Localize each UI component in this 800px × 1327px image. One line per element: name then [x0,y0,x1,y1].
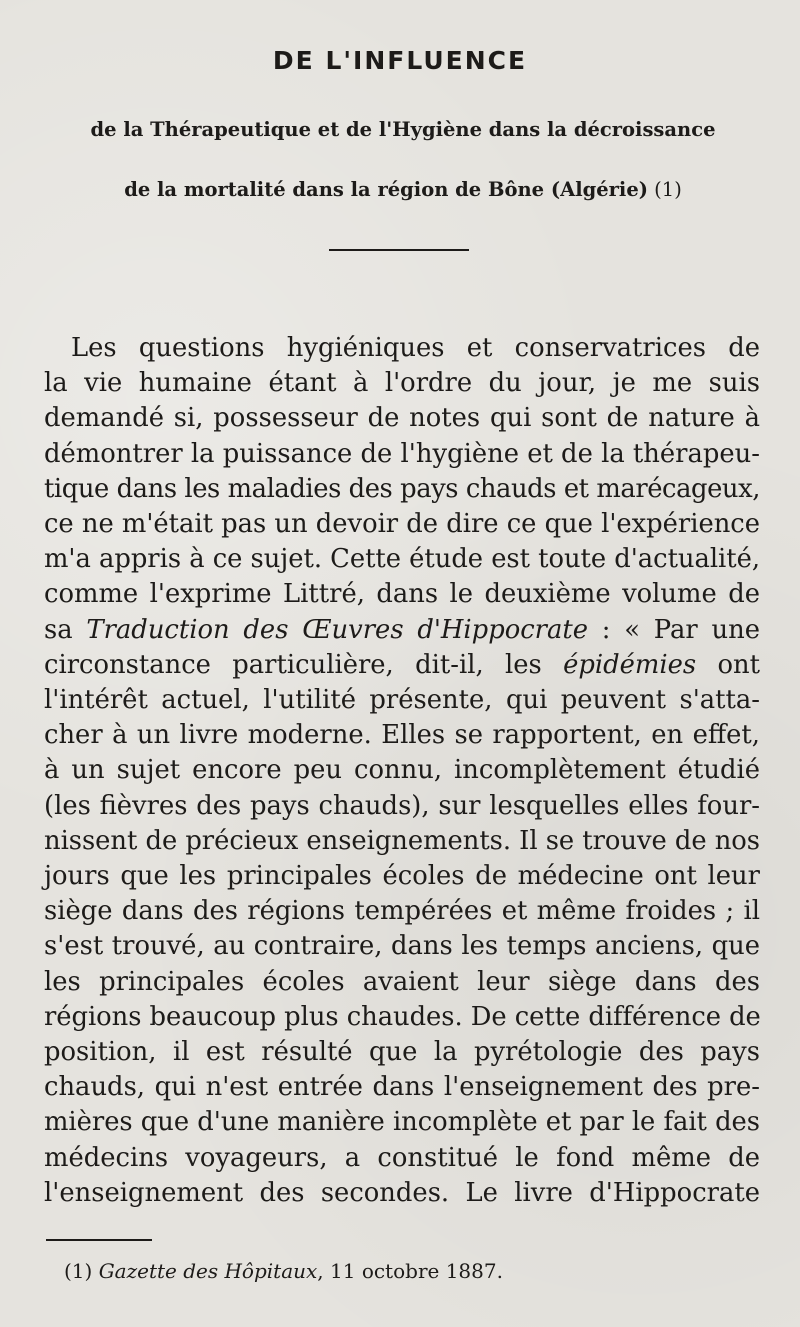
body-line: demandé si, possesseur de notes qui sont de nature à [44,403,760,434]
body-line: Les questions hygiéniques et conservatrices de [71,333,760,363]
body-paragraph [44,331,760,1211]
body-line: ce ne m'était pas un devoir de dire ce que l'expérience [44,509,760,540]
subtitle-line-2-text: de la mortalité dans la région de Bône (Algérie) [124,178,648,201]
body-line: m'a appris à ce sujet. Cette étude est toute d'actualité, [44,544,760,575]
body-line-9-pre: sa [44,614,87,645]
page-title: DE L'INFLUENCE [272,46,528,75]
body-line: mières que d'une manière incomplète et par le fait des [44,1107,760,1138]
subtitle-line-1: de la Thérapeutique et de l'Hygiène dans la décroissance [90,118,716,141]
body-line: cher à un livre moderne. Elles se rapportent, en effet, [44,720,760,751]
footnote [64,1259,503,1283]
body-line: régions beaucoup plus chaudes. De cette différence de [44,1001,761,1032]
body-line: (les fièvres des pays chauds), sur lesquelles elles four- [44,790,760,821]
body-line: l'enseignement des secondes. Le livre d'Hippocrate [44,1177,760,1208]
body-line: jours que les principales écoles de médecine ont leur [44,861,760,892]
body-line: chauds, qui n'est entrée dans l'enseignement des pre- [44,1072,760,1103]
body-line: comme l'exprime Littré, dans le deuxième volume de [44,579,760,610]
footnote-date: , 11 octobre 1887. [317,1259,503,1283]
body-line: l'intérêt actuel, l'utilité présente, qui peuvent s'atta- [44,685,760,716]
title-divider [329,249,469,251]
body-line: tique dans les maladies des pays chauds et marécageux, [44,473,760,504]
body-line: les principales écoles avaient leur siège dans des [44,966,760,997]
body-line-with-title [44,613,760,648]
emphasized-word: épidémies [563,649,697,680]
subtitle-line-2 [3,178,800,201]
body-line: à un sujet encore peu connu, incomplètement étudié [44,755,760,786]
body-line: position, il est résulté que la pyrétologie des pays [44,1037,760,1068]
body-line-10-post: ont [696,649,760,680]
cited-work-title: Traduction des Œuvres d'Hippocrate [86,614,589,645]
body-line-with-emphasis [44,648,760,683]
body-line: s'est trouvé, au contraire, dans les temps anciens, que [44,931,760,962]
footnote-source: Gazette des Hôpitaux [98,1259,318,1283]
body-line: démontrer la puissance de l'hygiène et de la thérapeu- [44,438,760,469]
body-line: médecins voyageurs, a constitué le fond même de [44,1142,760,1173]
body-line: nissent de précieux enseignements. Il se trouve de nos [44,825,760,856]
footnote-marker: (1) [64,1259,99,1283]
body-line-10-pre: circonstance particulière, dit-il, les [44,649,564,680]
footnote-divider [46,1239,152,1241]
body-line-9-post: : « Par une [588,614,760,645]
body-line: siège dans des régions tempérées et même froides ; il [44,896,760,927]
subtitle-footnote-ref: (1) [647,178,682,201]
body-line: la vie humaine étant à l'ordre du jour, je me suis [44,368,760,399]
